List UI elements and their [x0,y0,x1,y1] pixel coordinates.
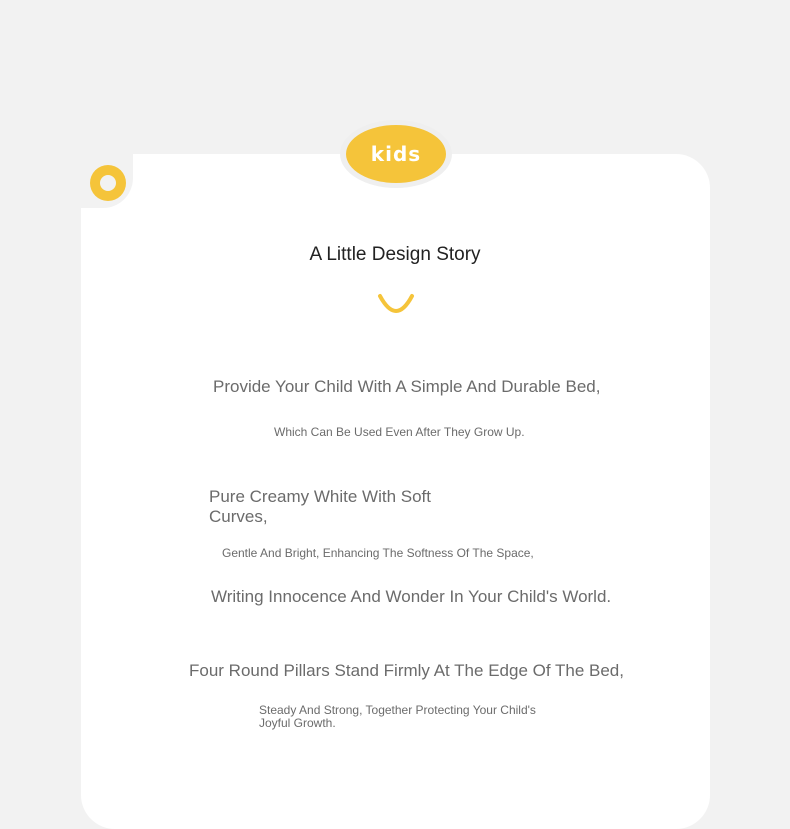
smile-icon [377,292,415,318]
story-line-3: Pure Creamy White With Soft Curves, [209,487,432,526]
story-line-6: Four Round Pillars Stand Firmly At The Edge Of The Bed, [189,661,624,680]
story-line-4: Gentle And Bright, Enhancing The Softness Of The Space, [222,546,534,560]
story-line-2: Which Can Be Used Even After They Grow Up. [274,425,525,439]
story-line-5: Writing Innocence And Wonder In Your Child's World. [211,587,612,606]
ring-decoration-icon [90,165,126,201]
kids-logo: kids [346,125,446,183]
story-line-1: Provide Your Child With A Simple And Durable Bed, [213,377,601,396]
story-line-7: Steady And Strong, Together Protecting Your Child's Joyful Growth. [259,703,536,730]
story-title: A Little Design Story [309,244,481,265]
